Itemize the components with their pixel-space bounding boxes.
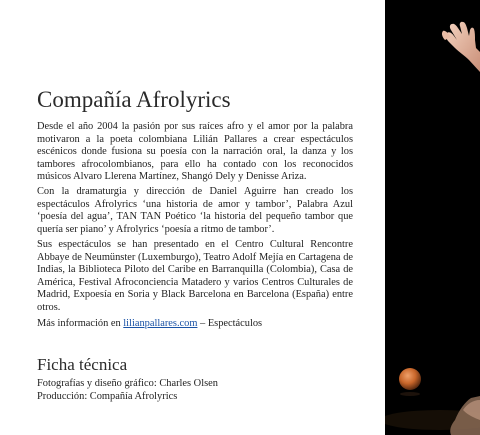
- venues-paragraph: Sus espectáculos se han presentado en el Centro Cultural Rencontre Abbaye de Neumünster (Luxemburgo), Teatro Adolf Mejía en Cartagena de Indias, la Biblioteca Piloto del Caribe en Barranquilla (Colombia), Casa de América, Festival Afroconciencia Matadero y varios Centros Culturales de Madrid, Expoesía en Soria y Black Barcelona en Barcelona (España) entre otros.: [37, 239, 353, 313]
- shows-paragraph: Con la dramaturgia y dirección de Daniel Aguirre han creado los espectáculos Afrolyrics ‘una historia de amor y tambor’, Palabra Azul ‘poesía del agua’, TAN TAN Poético ‘la historia del pequeño tambor que quería ser piano’ y Afrolyrics ‘poesía a ritmo de tambor’.: [37, 186, 353, 235]
- intro-paragraph: Desde el año 2004 la pasión por sus raíces afro y el amor por la palabra motivaron a la poeta colombiana Lilián Pallares a crear espectáculos escénicos donde fusiona su poesía con la narración oral, la danza y los tambores afrocolombianos, para ello ha contado con los reconocidos músicos Alvaro Llerena Martínez, Shangó Dely y Denisse Ariza.: [37, 121, 353, 183]
- more-info-line: [37, 318, 353, 331]
- credit-production: Producción: Compañía Afrolyrics: [37, 391, 178, 402]
- tech-sheet-title: Ficha técnica: [37, 355, 128, 374]
- performer-photo-graphic: [385, 0, 480, 435]
- more-info-prefix: Más información en: [37, 318, 124, 329]
- credit-photography: Fotografías y diseño gráfico: Charles Olsen: [37, 378, 218, 389]
- performer-photo: [385, 0, 480, 435]
- section-title: Compañía Afrolyrics: [37, 87, 231, 112]
- website-link[interactable]: lilianpallares.com: [123, 318, 198, 329]
- more-info-suffix: – Espectáculos: [197, 318, 263, 329]
